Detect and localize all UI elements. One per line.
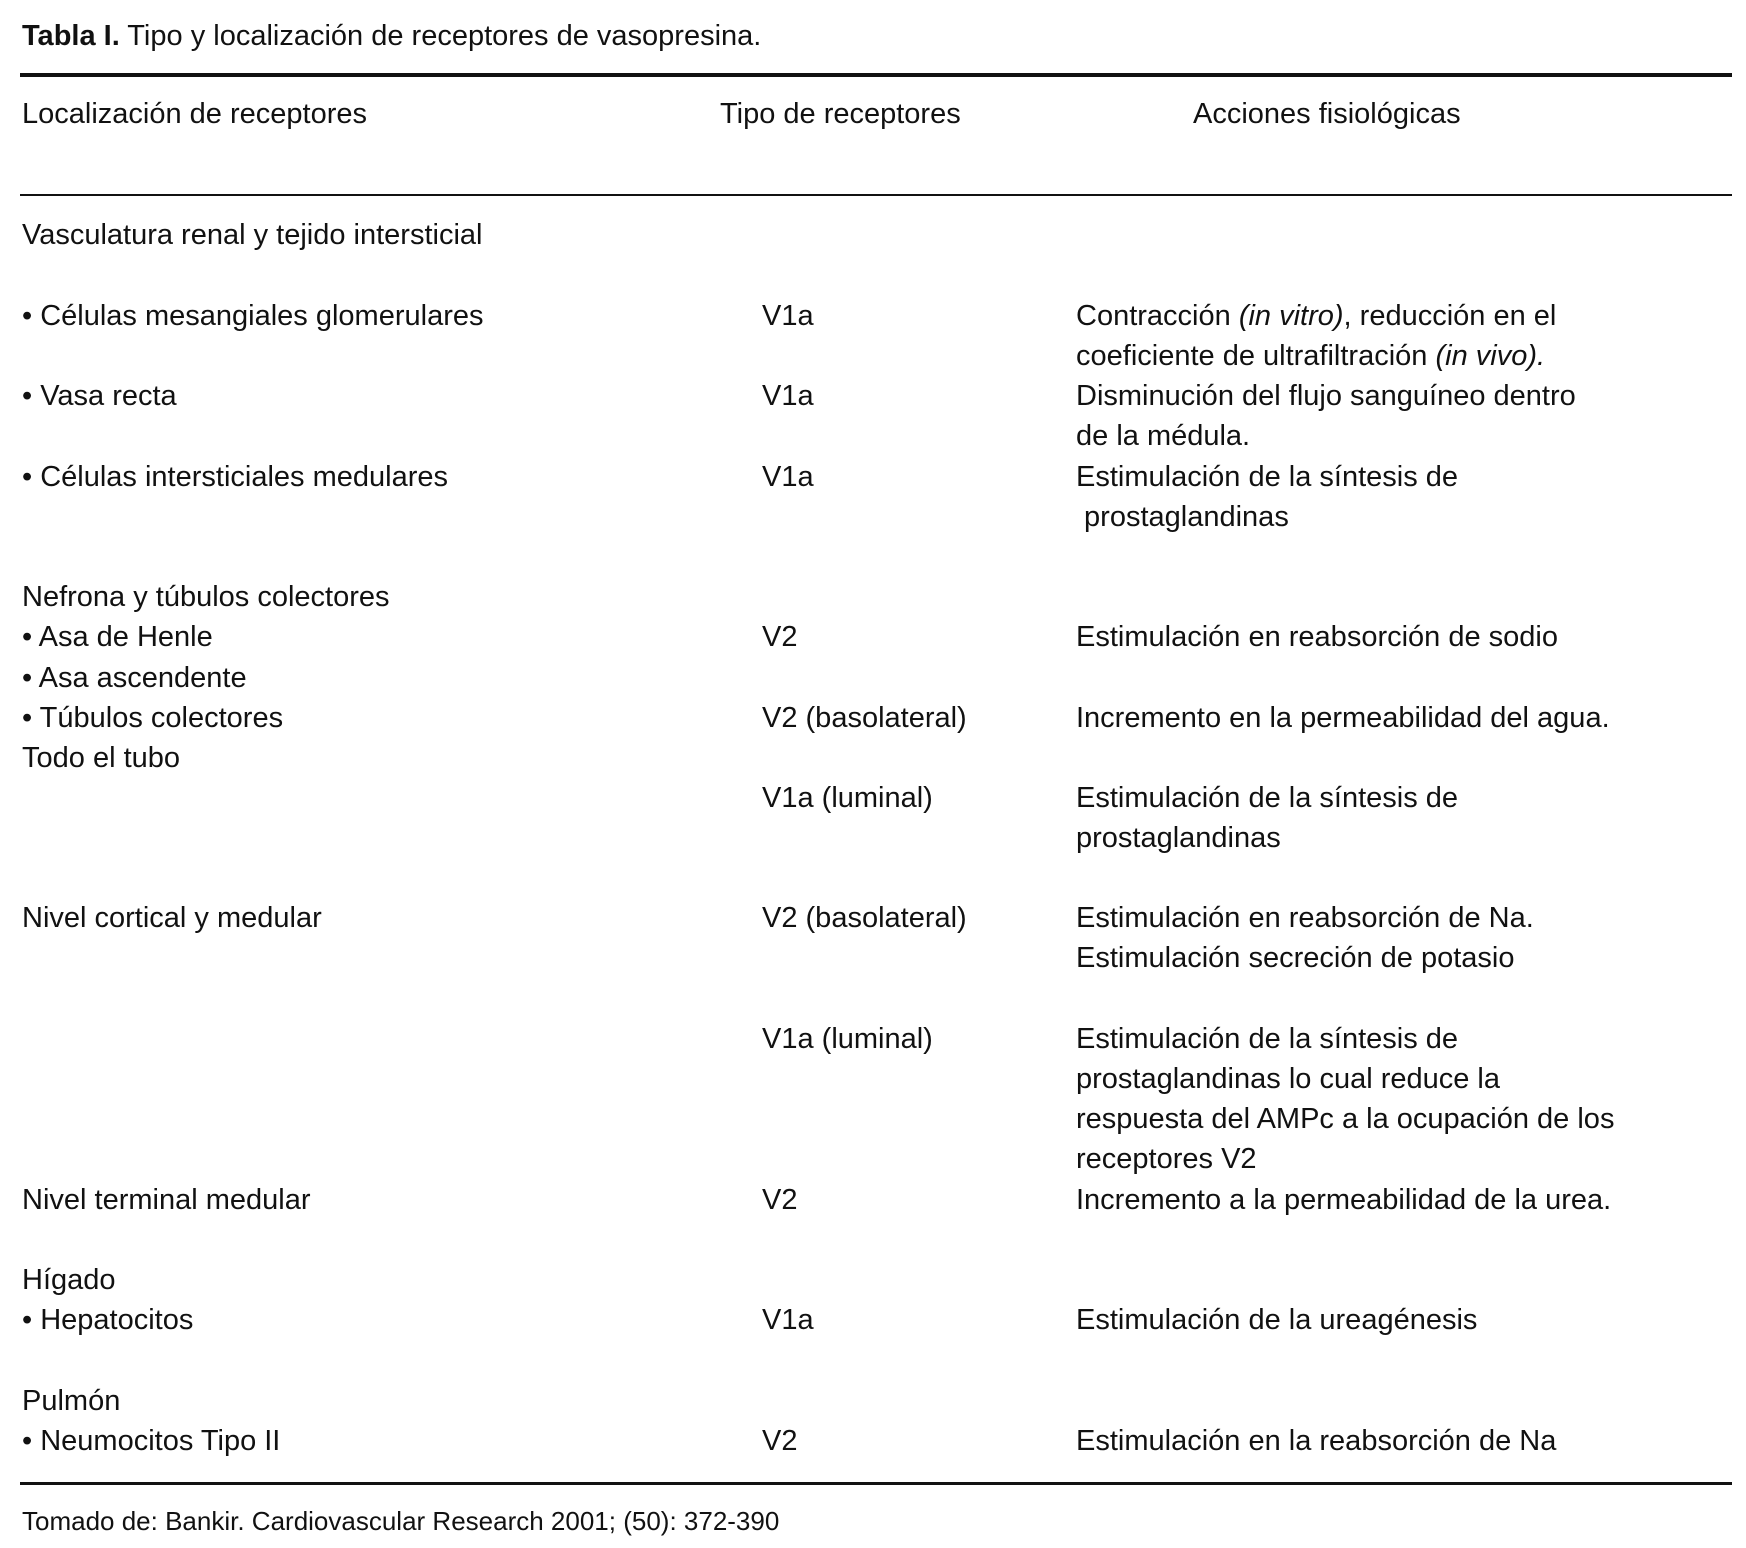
- type-cell: V2: [762, 1425, 798, 1457]
- header-type: Tipo de receptores: [720, 98, 961, 130]
- location-cell: • Túbulos colectores: [22, 702, 284, 734]
- location-cell: • Asa ascendente: [22, 662, 247, 694]
- location-cell: • Hepatocitos: [22, 1304, 194, 1336]
- action-italic: (in vivo).: [1435, 340, 1546, 372]
- action-cell: Estimulación de la síntesis de: [1076, 782, 1459, 814]
- header-actions: Acciones fisiológicas: [1193, 98, 1461, 130]
- type-cell: V1a (luminal): [762, 782, 933, 814]
- header-location: Localización de receptores: [22, 98, 367, 130]
- action-cell: prostaglandinas lo cual reduce la: [1076, 1063, 1500, 1095]
- action-cell: Incremento a la permeabilidad de la urea.: [1076, 1184, 1612, 1216]
- action-text: , reducción en el: [1343, 300, 1557, 332]
- action-cell: Estimulación en la reabsorción de Na: [1076, 1425, 1557, 1457]
- location-cell: Nivel cortical y medular: [22, 902, 322, 934]
- type-cell: V1a (luminal): [762, 1023, 933, 1055]
- action-italic: (in vitro): [1238, 300, 1344, 332]
- action-cell: [1076, 336, 1545, 376]
- group-lung: Pulmón: [22, 1385, 121, 1417]
- action-cell: Incremento en la permeabilidad del agua.: [1076, 702, 1610, 734]
- location-cell: Todo el tubo: [22, 742, 181, 774]
- type-cell: V1a: [762, 461, 814, 493]
- action-cell: Estimulación en reabsorción de sodio: [1076, 621, 1558, 653]
- table-label: Tabla I.: [22, 20, 120, 52]
- location-cell: • Asa de Henle: [22, 621, 213, 653]
- location-cell: Nivel terminal medular: [22, 1184, 311, 1216]
- type-cell: V1a: [762, 1304, 814, 1336]
- group-vasculature: Vasculatura renal y tejido intersticial: [22, 219, 483, 251]
- type-cell: V2: [762, 1184, 798, 1216]
- location-cell: • Neumocitos Tipo II: [22, 1425, 281, 1457]
- location-cell: • Vasa recta: [22, 380, 177, 412]
- type-cell: V2 (basolateral): [762, 702, 967, 734]
- table-title: [22, 16, 761, 56]
- action-cell: Disminución del flujo sanguíneo dentro: [1076, 380, 1576, 412]
- group-nephron: Nefrona y túbulos colectores: [22, 581, 390, 613]
- action-cell: de la médula.: [1076, 420, 1251, 452]
- source-note: Tomado de: Bankir. Cardiovascular Research 2001; (50): 372-390: [22, 1506, 780, 1536]
- action-cell: prostaglandinas: [1076, 822, 1281, 854]
- top-rule: [20, 73, 1732, 77]
- action-cell: Estimulación de la síntesis de: [1076, 461, 1459, 493]
- type-cell: V2: [762, 621, 798, 653]
- action-text: Contracción: [1076, 300, 1239, 332]
- action-cell: Estimulación de la síntesis de: [1076, 1023, 1459, 1055]
- header-rule: [20, 194, 1732, 196]
- type-cell: V1a: [762, 380, 814, 412]
- action-cell: [1076, 296, 1556, 336]
- action-cell: receptores V2: [1076, 1143, 1257, 1175]
- action-cell: Estimulación de la ureagénesis: [1076, 1304, 1478, 1336]
- location-cell: • Células mesangiales glomerulares: [22, 300, 484, 332]
- type-cell: V2 (basolateral): [762, 902, 967, 934]
- bottom-rule: [20, 1482, 1732, 1485]
- group-liver: Hígado: [22, 1264, 116, 1296]
- type-cell: V1a: [762, 300, 814, 332]
- action-cell: prostaglandinas: [1076, 501, 1289, 533]
- location-cell: • Células intersticiales medulares: [22, 461, 448, 493]
- action-cell: respuesta del AMPc a la ocupación de los: [1076, 1103, 1615, 1135]
- action-cell: Estimulación en reabsorción de Na.: [1076, 902, 1534, 934]
- table-caption: Tipo y localización de receptores de vasopresina.: [119, 20, 762, 52]
- action-cell: Estimulación secreción de potasio: [1076, 942, 1515, 974]
- action-text: coeficiente de ultrafiltración: [1076, 340, 1436, 372]
